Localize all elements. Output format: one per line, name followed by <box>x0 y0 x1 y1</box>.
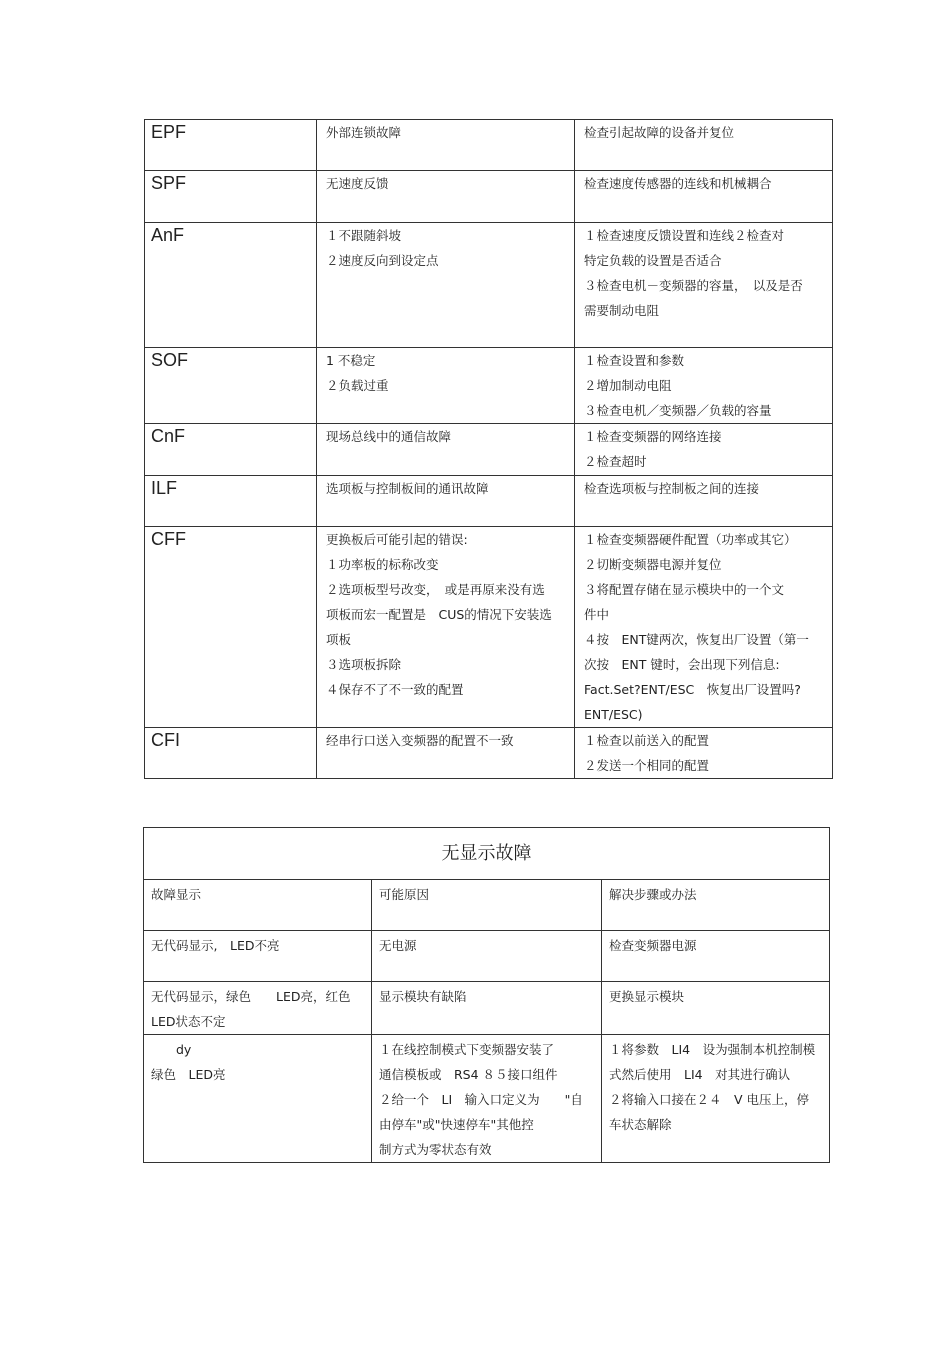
fault-cause <box>317 424 575 476</box>
cell-line: 车状态解除 <box>609 1117 672 1132</box>
table-title-row <box>144 828 830 880</box>
cell-line: 检查引起故障的设备并复位 <box>584 125 735 140</box>
fault-code: ILF <box>145 476 317 527</box>
solution-steps <box>602 982 830 1035</box>
cell-line: 无代码显示, LED不亮 <box>151 938 280 953</box>
table-row <box>145 348 833 424</box>
cell-line: 现场总线中的通信故障 <box>326 429 452 444</box>
table-row <box>145 728 833 779</box>
cell-line: 选项板与控制板间的通讯故障 <box>326 481 489 496</box>
cell-line: 检查速度传感器的连线和机械耦合 <box>584 176 772 191</box>
cell-line: １检查变频器的网络连接 <box>584 429 722 444</box>
cell-line: １检查速度反馈设置和连线２检查对 <box>584 228 785 243</box>
fault-solution <box>575 120 833 171</box>
cell-line: １检查设置和参数 <box>584 353 685 368</box>
fault-cause <box>317 728 575 779</box>
possible-cause <box>372 982 602 1035</box>
fault-code: CFF <box>145 527 317 728</box>
cell-line: ２负载过重 <box>326 378 389 393</box>
header-possible-cause: 可能原因 <box>372 880 602 931</box>
cell-line: ４按 ENT键两次，恢复出厂设置（第一 <box>584 632 809 647</box>
cell-line: 项板而宏一配置是 CUS的情况下安装选 <box>326 607 552 622</box>
cell-line: ２检查超时 <box>584 454 647 469</box>
cell-line: 检查选项板与控制板之间的连接 <box>584 481 760 496</box>
cell-line: １检查变频器硬件配置（功率或其它） <box>584 532 797 547</box>
fault-code: SOF <box>145 348 317 424</box>
possible-cause <box>372 931 602 982</box>
fault-code: SPF <box>145 171 317 223</box>
cell-line: 通信模板或 RS4 ８５接口组件 <box>379 1067 558 1082</box>
cell-line: ２速度反向到设定点 <box>326 253 439 268</box>
table-row <box>145 424 833 476</box>
solution-steps <box>602 931 830 982</box>
cell-line: 需要制动电阻 <box>584 303 660 318</box>
table-header-row <box>144 880 830 931</box>
no-display-fault-table-body <box>144 828 830 1163</box>
cell-line: 项板 <box>326 632 352 647</box>
fault-code: AnF <box>145 223 317 348</box>
cell-line: １功率板的标称改变 <box>326 557 439 572</box>
fault-display <box>144 931 372 982</box>
no-display-fault-table <box>143 827 830 1163</box>
fault-cause <box>317 223 575 348</box>
cell-line: ４保存不了不一致的配置 <box>326 682 464 697</box>
fault-code: CnF <box>145 424 317 476</box>
cell-line: 1 不稳定 <box>326 353 376 368</box>
cell-line: ３检查电机－变频器的容量， 以及是否 <box>584 278 803 293</box>
cell-line: 绿色 LED亮 <box>151 1067 226 1082</box>
fault-solution <box>575 171 833 223</box>
fault-cause <box>317 171 575 223</box>
cell-line: 更换板后可能引起的错误: <box>326 532 468 547</box>
cell-line: 由停车"或"快速停车"其他控 <box>379 1117 534 1132</box>
cell-line: dy <box>151 1042 192 1057</box>
table-row <box>144 931 830 982</box>
cell-line: ENT/ESC) <box>584 707 643 722</box>
cell-line: ２将输入口接在２４ V 电压上，停 <box>609 1092 810 1107</box>
cell-line: １将参数 LI4 设为强制本机控制模 <box>609 1042 816 1057</box>
fault-display <box>144 982 372 1035</box>
cell-line: LED状态不定 <box>151 1014 226 1029</box>
fault-cause <box>317 348 575 424</box>
cell-line: 式然后使用 LI4 对其进行确认 <box>609 1067 791 1082</box>
fault-code: CFI <box>145 728 317 779</box>
cell-line: 经串行口送入变频器的配置不一致 <box>326 733 514 748</box>
fault-solution <box>575 527 833 728</box>
table-row <box>145 527 833 728</box>
cell-line: 外部连锁故障 <box>326 125 402 140</box>
cell-line: １在线控制模式下变频器安装了 <box>379 1042 555 1057</box>
cell-line: ３检查电机／变频器／负载的容量 <box>584 403 772 418</box>
cell-line: 特定负载的设置是否适合 <box>584 253 722 268</box>
cell-line: 制方式为零状态有效 <box>379 1142 492 1157</box>
cell-line: ２给一个 LI 输入口定义为 "自 <box>379 1092 583 1107</box>
fault-code: EPF <box>145 120 317 171</box>
cell-line: 件中 <box>584 607 610 622</box>
header-solution: 解决步骤或办法 <box>602 880 830 931</box>
fault-display <box>144 1035 372 1163</box>
fault-solution <box>575 223 833 348</box>
cell-line: 显示模块有缺陷 <box>379 989 467 1004</box>
fault-cause <box>317 476 575 527</box>
table-title: 无显示故障 <box>144 828 830 880</box>
cell-line: ３将配置存储在显示模块中的一个文 <box>584 582 785 597</box>
cell-line: 无速度反馈 <box>326 176 389 191</box>
table-row <box>145 223 833 348</box>
fault-table-body <box>145 120 833 779</box>
table-row <box>145 120 833 171</box>
fault-solution <box>575 728 833 779</box>
cell-line: 更换显示模块 <box>609 989 685 1004</box>
fault-solution <box>575 476 833 527</box>
header-fault-display: 故障显示 <box>144 880 372 931</box>
cell-line: ２增加制动电阻 <box>584 378 672 393</box>
cell-line: ３选项板拆除 <box>326 657 402 672</box>
cell-line: Fact.Set?ENT/ESC 恢复出厂设置吗? <box>584 682 801 697</box>
cell-line: ２选项板型号改变， 或是再原来没有选 <box>326 582 545 597</box>
fault-cause <box>317 527 575 728</box>
cell-line: 无代码显示，绿色 LED亮，红色 <box>151 989 351 1004</box>
cell-line: １检查以前送入的配置 <box>584 733 710 748</box>
fault-cause <box>317 120 575 171</box>
possible-cause <box>372 1035 602 1163</box>
cell-line: ２切断变频器电源并复位 <box>584 557 722 572</box>
cell-line: ２发送一个相同的配置 <box>584 758 710 773</box>
fault-table <box>144 119 833 779</box>
solution-steps <box>602 1035 830 1163</box>
table-row <box>144 1035 830 1163</box>
cell-line: 检查变频器电源 <box>609 938 697 953</box>
cell-line: 次按 ENT 键时，会出现下列信息: <box>584 657 780 672</box>
table-row <box>144 982 830 1035</box>
cell-line: １不跟随斜坡 <box>326 228 402 243</box>
table-row <box>145 476 833 527</box>
cell-line: 无电源 <box>379 938 417 953</box>
table-row <box>145 171 833 223</box>
fault-solution <box>575 348 833 424</box>
fault-solution <box>575 424 833 476</box>
